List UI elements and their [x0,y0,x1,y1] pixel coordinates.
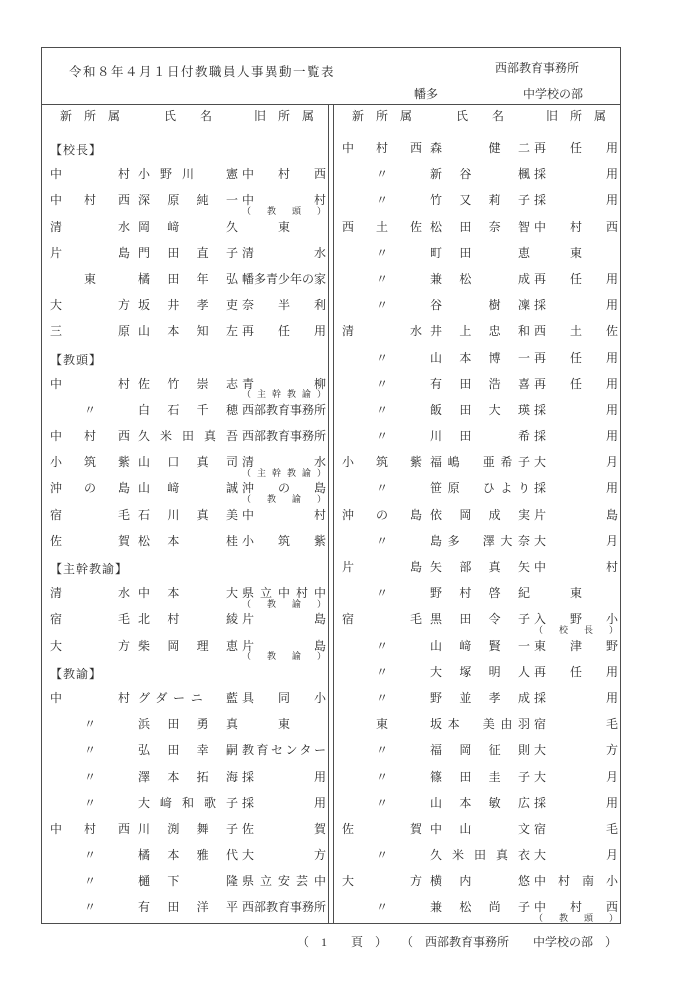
cell-old-affiliation: 採用 [534,690,618,705]
cell-old-affiliation: 大月 [534,769,618,784]
table-row [334,765,620,791]
table-row [42,424,328,450]
table-row [42,843,328,869]
cell-old-affiliation: 東 [569,245,582,260]
table-row [42,712,328,738]
cell-name: 門田直子 [138,245,238,260]
cell-new-affiliation: 沖の島 [342,507,422,522]
cell-new-affiliation: 〃 [83,743,96,758]
cell-old-affiliation: 東 [277,219,290,234]
cell-old-affiliation: 青柳 （主幹教諭） [242,376,326,400]
table-row [334,843,620,869]
cell-new-affiliation: 〃 [375,743,388,758]
cell-new-affiliation: 〃 [375,690,388,705]
page-number: （ 1 頁 ） [297,935,388,949]
cell-new-affiliation: 小筑紫 [50,455,130,470]
cell-old-affiliation: 宿毛 [534,821,618,836]
table-columns [42,105,620,923]
cell-new-affiliation: 小筑紫 [342,455,422,470]
table-row [42,765,328,791]
cell-name: 福嶋 亜希子 [430,455,530,470]
cell-old-affiliation: 中村南小 [534,874,618,889]
table-row [42,241,328,267]
table-row [42,581,328,607]
section-header [42,136,328,162]
table-column-right [334,105,620,923]
cell-new-affiliation: 〃 [83,848,96,863]
cell-name: 中山 文 [430,821,530,836]
cell-old-affiliation: 中村 [534,560,618,574]
cell-new-affiliation: 東 [83,271,96,286]
cell-old-affiliation: 再任用 [242,324,326,339]
cell-new-affiliation: 清水 [342,324,422,339]
personnel-table-left [42,136,328,922]
table-row [42,529,328,555]
cell-old-affiliation: 西土佐 [534,324,618,339]
cell-old-affiliation: 奈半利 [242,298,326,313]
cell-new-affiliation: 中村西 [50,429,130,444]
cell-old-affiliation: 佐賀 [242,821,326,836]
table-row [334,791,620,817]
cell-old-affiliation: 採用 [534,429,618,444]
cell-old-affiliation: 採用 [534,795,618,810]
section-header-label: 【主幹教諭】 [50,562,129,576]
cell-new-affiliation: 〃 [375,245,388,260]
cell-new-affiliation: 〃 [375,848,388,863]
table-row [42,895,328,921]
cell-old-affiliation: 大月 [534,455,618,470]
cell-new-affiliation: 〃 [83,402,96,417]
cell-name: 兼松 成 [430,271,530,286]
table-row [334,424,620,450]
cell-name: 石川真美 [138,507,238,522]
cell-name: 矢部真矢 [430,560,530,574]
cell-old-affiliation-note: （教頭） [534,912,618,923]
cell-name: 依岡成実 [430,507,530,522]
cell-old-affiliation: 清水 （主幹教諭） [242,455,326,478]
cell-old-affiliation: 中村 [242,507,326,522]
cell-new-affiliation: 中村西 [50,821,130,836]
cell-name: 野村啓紀 [430,586,530,601]
column-header-old-affiliation: 旧 所 属 [253,109,314,123]
cell-name: 川渕舞子 [138,821,238,836]
cell-new-affiliation: 宿毛 [50,507,130,522]
cell-name: 竹又莉子 [430,193,530,208]
table-row [42,319,328,345]
cell-old-affiliation: 再任用 [534,271,618,286]
cell-new-affiliation: 〃 [375,271,388,286]
table-row [334,398,620,424]
table-row [42,817,328,843]
section-header [42,346,328,372]
table-row [42,267,328,293]
cell-name: 福岡征則 [430,743,530,758]
cell-new-affiliation: 東 [375,717,388,732]
cell-name: 久米田真吾 [138,429,238,444]
cell-new-affiliation: 宿毛 [342,612,422,627]
cell-new-affiliation: 佐賀 [342,821,422,836]
table-row [42,634,328,660]
cell-old-affiliation-note: （教諭） [242,651,326,662]
cell-new-affiliation: 宿毛 [50,612,130,627]
cell-old-affiliation-note: （教諭） [242,493,326,504]
cell-old-affiliation: 東 [569,586,582,601]
cell-old-affiliation: 沖の島 （教諭） [242,481,326,504]
cell-name: 黒田令子 [430,612,530,627]
cell-new-affiliation: 〃 [375,167,388,182]
cell-old-affiliation-note: （教頭） [242,205,326,216]
section-header-label: 【教頭】 [50,352,103,367]
table-row [334,660,620,686]
table-row [334,188,620,214]
table-border-box [41,47,621,924]
office-name: 西部教育事務所 [495,61,580,75]
table-row [334,319,620,345]
cell-old-affiliation: 片島 [242,612,326,627]
cell-name: 横内 悠 [430,874,530,889]
cell-new-affiliation: 中村 [50,690,130,705]
table-row [334,634,620,660]
cell-new-affiliation: 〃 [83,717,96,732]
cell-old-affiliation: 西部教育事務所 [242,900,327,915]
cell-new-affiliation: 〃 [375,638,388,653]
cell-old-affiliation: 再任用 [534,141,618,155]
cell-new-affiliation: 〃 [375,298,388,313]
table-row [42,188,328,214]
cell-new-affiliation: 〃 [375,900,388,915]
table-row [334,712,620,738]
cell-name: 谷 樹凜 [430,298,530,313]
column-header-new-affiliation: 新 所 属 [59,109,120,123]
cell-name: 井上忠和 [430,324,530,339]
cell-new-affiliation: 〃 [375,481,388,496]
cell-name: 佐竹崇志 [138,376,238,391]
cell-new-affiliation: 〃 [375,429,388,444]
table-row [334,136,620,162]
cell-old-affiliation: 中村西 [242,167,326,182]
table-row [334,895,620,921]
table-row [334,476,620,502]
cell-new-affiliation: 大方 [50,638,130,653]
table-row [42,607,328,633]
cell-old-affiliation: 採用 [242,769,326,784]
table-row [334,346,620,372]
table-row [42,476,328,502]
cell-old-affiliation: 大月 [534,848,618,863]
cell-old-affiliation: 採用 [534,298,618,313]
cell-name: 島多 澤大奈 [430,533,530,548]
cell-name: 中本 大 [138,586,238,601]
cell-name: 坂井孝吏 [138,298,238,313]
cell-new-affiliation: 〃 [83,769,96,784]
cell-old-affiliation-note: （主幹教諭） [242,467,326,478]
cell-name: 川田 希 [430,429,530,444]
cell-old-affiliation: 教育センター [242,743,326,758]
cell-old-affiliation: 小筑紫 [242,533,326,548]
cell-name: 橘本雅代 [138,848,238,863]
cell-name: 大﨑和歌子 [138,795,238,810]
cell-name: 新谷 楓 [430,167,530,182]
cell-new-affiliation: 〃 [375,193,388,208]
cell-name: 山口真司 [138,455,238,470]
cell-name: グダーニ 藍 [138,690,238,705]
section-header [42,555,328,581]
cell-old-affiliation: 採用 [534,193,618,208]
cell-name: 小野川 憲 [138,167,238,182]
table-row [334,215,620,241]
section-header-label: 【教諭】 [50,666,103,681]
cell-name: 有田浩喜 [430,376,530,391]
cell-old-affiliation: 入野小 （校長） [534,612,618,635]
table-row [42,503,328,529]
cell-name: 山本知左 [138,324,238,339]
cell-new-affiliation: 〃 [375,586,388,601]
cell-name: 北村 綾 [138,612,238,627]
cell-old-affiliation: 中村西 （教頭） [534,900,618,923]
cell-name: 笹原 ひより [430,481,530,496]
cell-old-affiliation: 県立安芸中 [242,874,326,889]
table-row [334,738,620,764]
cell-name: 兼松尚子 [430,900,530,915]
cell-name: 弘田幸嗣 [138,743,238,758]
cell-new-affiliation: 沖の島 [50,481,130,496]
table-row [334,529,620,555]
cell-new-affiliation: 片島 [342,560,422,574]
cell-name: 浜田勇真 [138,717,238,732]
section-label: 中学校の部 [523,87,584,101]
section-header-label: 【校長】 [50,143,103,157]
cell-name: 松本 桂 [138,533,238,548]
cell-old-affiliation: 県立中村中 （教諭） [242,586,326,609]
cell-new-affiliation: 清水 [50,219,130,234]
cell-name: 深原純一 [138,193,238,208]
cell-name: 野並孝成 [430,690,530,705]
cell-name: 山本敏広 [430,795,530,810]
table-row [42,869,328,895]
cell-name: 坂本 美由羽 [430,717,530,732]
cell-old-affiliation-note: （主幹教諭） [242,389,326,400]
district-label: 幡多 [414,87,439,101]
table-column-left [42,105,328,923]
footer-note: （ 西部教育事務所 中学校の部 ） [401,935,618,949]
table-row [42,215,328,241]
personnel-table-right [334,136,620,922]
cell-old-affiliation: 東 [277,717,290,732]
cell-old-affiliation: 幡多青少年の家 [242,271,327,286]
cell-name: 飯田大瑛 [430,402,530,417]
cell-name: 澤本拓海 [138,769,238,784]
cell-new-affiliation: 清水 [50,586,130,601]
cell-old-affiliation: 東津野 [534,638,618,653]
table-row [42,162,328,188]
cell-old-affiliation: 西部教育事務所 [242,402,327,417]
column-header-old-affiliation: 旧 所 属 [545,109,606,123]
column-header-new-affiliation: 新 所 属 [351,109,412,123]
table-row [334,503,620,529]
cell-old-affiliation: 再任用 [534,350,618,365]
cell-name: 山﨑賢一 [430,638,530,653]
cell-name: 柴岡理恵 [138,638,238,653]
table-row [334,555,620,581]
table-row [42,686,328,712]
cell-name: 山﨑 誠 [138,481,238,496]
cell-new-affiliation: 〃 [375,376,388,391]
cell-new-affiliation: 中村 [50,376,130,391]
cell-old-affiliation: 採用 [534,481,618,496]
table-row [334,450,620,476]
cell-new-affiliation: 西土佐 [342,219,422,234]
table-row [42,450,328,476]
cell-name: 山本博一 [430,350,530,365]
cell-old-affiliation: 採用 [242,795,326,810]
cell-new-affiliation: 三原 [50,324,130,339]
table-row [334,293,620,319]
table-row [334,686,620,712]
cell-new-affiliation: 大方 [50,298,130,313]
cell-new-affiliation: 〃 [375,664,388,679]
cell-old-affiliation: 大方 [242,848,326,863]
column-header-name: 氏 名 [163,109,212,123]
table-row [334,241,620,267]
table-row [334,372,620,398]
table-row [42,738,328,764]
table-row [334,581,620,607]
cell-old-affiliation: 片島 （教諭） [242,638,326,662]
cell-name: 篠田圭子 [430,769,530,784]
cell-new-affiliation: 〃 [375,769,388,784]
table-row [42,372,328,398]
cell-old-affiliation: 中村西 [534,219,618,234]
cell-new-affiliation: 中村 [50,167,130,182]
cell-old-affiliation: 具同小 [242,690,326,705]
cell-new-affiliation: 中村西 [50,193,130,208]
table-row [334,267,620,293]
cell-old-affiliation: 中村 （教頭） [242,193,326,216]
cell-name: 森 健二 [430,141,530,155]
cell-old-affiliation: 大月 [534,533,618,548]
cell-new-affiliation: 大方 [342,874,422,889]
cell-old-affiliation: 採用 [534,167,618,182]
section-header [42,660,328,686]
document-title: 令和８年４月１日付教職員人事異動一覧表 [69,65,336,79]
cell-new-affiliation: 〃 [83,795,96,810]
cell-name: 岡﨑 久 [138,219,238,234]
table-row [334,869,620,895]
column-header-name: 氏 名 [455,109,504,123]
cell-new-affiliation: 〃 [83,900,96,915]
table-row [334,817,620,843]
cell-old-affiliation: 採用 [534,402,618,417]
table-row [334,162,620,188]
cell-new-affiliation: 佐賀 [50,533,130,548]
column-header-row [42,109,328,123]
cell-old-affiliation-note: （教諭） [242,598,326,609]
table-row [42,293,328,319]
cell-name: 樋下 隆 [138,874,238,889]
cell-old-affiliation: 宿毛 [534,717,618,732]
table-row [42,398,328,424]
cell-new-affiliation: 〃 [375,350,388,365]
cell-new-affiliation: 〃 [83,874,96,889]
cell-name: 有田洋平 [138,900,238,915]
cell-name: 橘田年弘 [138,271,238,286]
table-row [334,607,620,633]
cell-new-affiliation: 〃 [375,533,388,548]
cell-name: 久米田真衣 [430,848,530,863]
cell-old-affiliation: 片島 [534,507,618,522]
cell-old-affiliation: 再任用 [534,664,618,679]
cell-old-affiliation: 再任用 [534,376,618,391]
cell-name: 松田奈智 [430,219,530,234]
cell-new-affiliation: 〃 [375,795,388,810]
cell-old-affiliation: 西部教育事務所 [242,429,327,444]
cell-new-affiliation: 中村西 [342,141,422,155]
cell-name: 町田 恵 [430,245,530,260]
cell-new-affiliation: 片島 [50,245,130,260]
cell-new-affiliation: 〃 [375,402,388,417]
cell-old-affiliation: 大方 [534,743,618,758]
cell-old-affiliation: 清水 [242,245,326,260]
cell-old-affiliation-note: （校長） [534,624,618,635]
column-header-row [334,109,620,123]
cell-name: 大塚明人 [430,664,530,679]
table-row [42,791,328,817]
cell-name: 白石千穂 [138,402,238,417]
